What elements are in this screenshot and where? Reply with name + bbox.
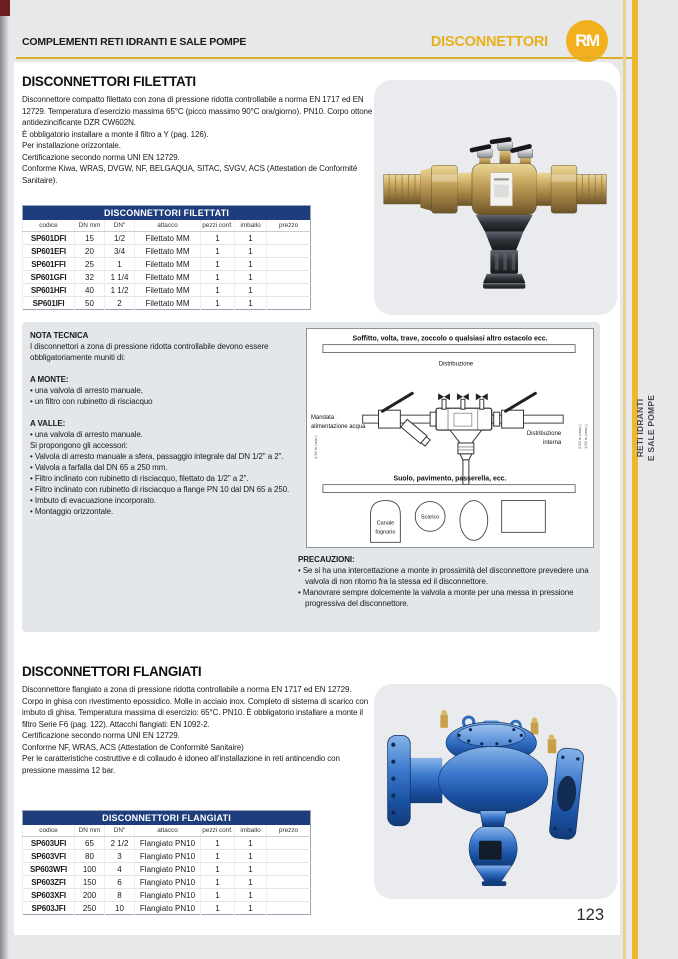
cell-pezzi: 1 [201, 271, 235, 284]
cell-imballo: 1 [235, 863, 267, 876]
nota-tecnica-intro: I disconnettori a zona di pressione ridotta controllabile devono essere obbligatoriamente muniti di: [30, 342, 269, 362]
cell-pezzi: 1 [201, 284, 235, 297]
cell-dn-mm: 80 [75, 850, 105, 863]
cell-dn-mm: 200 [75, 889, 105, 902]
ball-valve-downstream [502, 410, 524, 428]
product-photo-box-flangiati [374, 684, 617, 899]
flange-left [388, 735, 411, 825]
table-row [23, 876, 311, 889]
cell-dn-mm: 50 [75, 297, 105, 310]
precautions-title: PRECAUZIONI: [298, 555, 355, 564]
nota-tecnica-title: NOTA TECNICA [30, 331, 89, 340]
cell-imballo: 1 [235, 850, 267, 863]
cell-imballo: 1 [235, 902, 267, 915]
test-cock-center [489, 137, 512, 165]
cell-codice: SP601FFI [23, 258, 75, 271]
cell-dn-inch: 2 1/2 [105, 837, 135, 850]
column-header-dn-inch: DN" [105, 825, 135, 837]
cell-codice: SP603ZFI [23, 876, 75, 889]
book-spine-shadow [0, 0, 9, 959]
cell-dn-mm: 15 [75, 232, 105, 245]
description-line: Certificazione secondo norma UNI EN 12729. [22, 152, 180, 162]
diagram-ceiling-label: Soffitto, volta, trave, zoccolo o qualsiasi altro ostacolo ecc. [352, 335, 548, 343]
union-nut-right [551, 165, 577, 213]
cell-attacco: Filettato MM [135, 245, 201, 258]
installation-diagram [307, 329, 593, 547]
union-nut-left [432, 165, 458, 213]
cell-imballo: 1 [235, 271, 267, 284]
cell-dn-inch: 6 [105, 876, 135, 889]
side-tab-line-2: E SALE POMPE [646, 394, 656, 462]
cell-dn-inch: 1/2 [105, 232, 135, 245]
cell-dn-inch: 1 1/2 [105, 284, 135, 297]
table-header-row [23, 825, 311, 837]
list-item: • un filtro con rubinetto di risciacquo [30, 397, 153, 406]
inlet-pipe [410, 758, 442, 803]
corner-mark [0, 0, 10, 16]
column-header-dn-inch: DN" [105, 220, 135, 232]
cell-imballo: 1 [235, 284, 267, 297]
column-header-codice: codice [23, 220, 75, 232]
cell-codice: SP601IFI [23, 297, 75, 310]
cell-pezzi: 1 [201, 297, 235, 310]
cell-dn-inch: 4 [105, 863, 135, 876]
cell-pezzi: 1 [201, 902, 235, 915]
cell-prezzo [267, 271, 311, 284]
distribution-label: Distribuzione [438, 361, 474, 368]
cell-codice: SP601GFI [23, 271, 75, 284]
cell-attacco: Filettato MM [135, 297, 201, 310]
technical-note-box [22, 322, 600, 632]
cell-attacco: Flangiato PN10 [135, 902, 201, 915]
column-header-pezzi: pezzi conf. [201, 825, 235, 837]
cell-pezzi: 1 [201, 232, 235, 245]
cell-prezzo [267, 863, 311, 876]
cell-prezzo [267, 232, 311, 245]
floor-bar [323, 485, 575, 493]
supply-label-1: Mandata [310, 415, 335, 422]
cell-dn-mm: 20 [75, 245, 105, 258]
product-photo-threaded-disconnector [380, 86, 610, 298]
cell-prezzo [267, 284, 311, 297]
cell-codice: SP601DFI [23, 232, 75, 245]
side-tab-line-1: RETI IDRANTI [635, 398, 645, 458]
oval-shape [460, 501, 488, 541]
accessori-intro: Si propongono gli accessori: [30, 441, 128, 450]
cell-dn-inch: 2 [105, 297, 135, 310]
cell-imballo: 1 [235, 232, 267, 245]
cell-imballo: 1 [235, 889, 267, 902]
cell-dn-inch: 1 1/4 [105, 271, 135, 284]
cell-attacco: Flangiato PN10 [135, 889, 201, 902]
product-photo-box-filettati [374, 80, 617, 315]
cell-dn-inch: 8 [105, 889, 135, 902]
products-table-flangiati [22, 810, 311, 915]
cell-dn-mm: 65 [75, 837, 105, 850]
cell-dn-mm: 250 [75, 902, 105, 915]
section-title-flangiati: DISCONNETTORI FLANGIATI [22, 664, 202, 679]
internal-label-1: Distribuzione [526, 431, 562, 438]
valve-body [439, 747, 548, 815]
section-title-filettati: DISCONNETTORI FILETTATI [22, 74, 196, 89]
table-row [23, 837, 311, 850]
a-monte-title: A MONTE: [30, 375, 69, 384]
description-line: Certificazione secondo norma UNI EN 12729. [22, 731, 180, 740]
cell-pezzi: 1 [201, 876, 235, 889]
cell-dn-mm: 25 [75, 258, 105, 271]
drain-label: Scarico [420, 514, 440, 521]
header-rule [16, 57, 632, 59]
description-line: Conforme Kiwa, WRAS, DVGW, NF, BELGAQUA, SITAC, SVGV, ACS (Attestation de Conformité Sanitaire). [22, 164, 358, 185]
cell-codice: SP603XFI [23, 889, 75, 902]
table-row [23, 889, 311, 902]
description-line: Conforme NF, WRAS, ACS (Attestation de Conformité Sanitaire) [22, 742, 244, 752]
description-line: Per installazione orizzontale. [22, 141, 121, 150]
column-header-prezzo: prezzo [267, 220, 311, 232]
cell-imballo: 1 [235, 297, 267, 310]
description-filettati [22, 94, 374, 186]
installation-diagram-box [306, 328, 594, 548]
cell-codice: SP603WFI [23, 863, 75, 876]
cell-dn-mm: 40 [75, 284, 105, 297]
cell-pezzi: 1 [201, 863, 235, 876]
brass-fitting [531, 722, 539, 734]
description-line: Disconnettore compatto filettato con zona di pressione ridotta controllabile a norma EN 1717 ed EN 12729. Temperatura d’esercizio massima 65°C (picco massimo 90°C ora/giorno). PN10. Corpo ottone antidezincificante DZR CW602N. [22, 95, 373, 127]
cell-dn-mm: 32 [75, 271, 105, 284]
cell-prezzo [267, 837, 311, 850]
column-header-imballo: imballo [235, 825, 267, 837]
column-header-dn-mm: DN mm [75, 220, 105, 232]
cell-imballo: 1 [235, 837, 267, 850]
list-item: • Montaggio orizzontale. [30, 507, 114, 516]
header-section-title: DISCONNETTORI [430, 34, 548, 50]
description-line: È obbligatorio installare a monte il filtro a Y (pag. 126). [22, 129, 209, 139]
cell-codice: SP603UFI [23, 837, 75, 850]
column-header-dn-mm: DN mm [75, 825, 105, 837]
sewer-label-1: Canale [376, 520, 395, 527]
cell-pezzi: 1 [201, 837, 235, 850]
list-item: • Filtro inclinato con rubinetto di risciacquo a flange PN 10 dal DN 65 a 250. [30, 485, 290, 494]
a-valle-title: A VALLE: [30, 419, 66, 428]
diagram-test-cocks [438, 393, 488, 409]
cell-attacco: Flangiato PN10 [135, 876, 201, 889]
cell-pezzi: 1 [201, 850, 235, 863]
description-line: Disconnettore flangiato a zona di pressione ridotta controllabile a norma EN 1717 ed EN 12729. Corpo in ghisa con rivestimento epossidico. Molle in acciaio inox. Completo di sistema di scarico con imbuto di ghisa. Temperatura massima di esercizio: 65°C. PN10. È obbligatorio installare a monte il filtro Serie F6 (pag. 122). Attacchi flangiati: EN 1092-2. [22, 685, 369, 729]
header-category-title: COMPLEMENTI RETI IDRANTI E SALE POMPE [22, 36, 247, 48]
supply-label-2: alimentazione acqua [310, 424, 366, 431]
page-number: 123 [576, 906, 604, 924]
table-row [23, 297, 311, 310]
list-item: • Imbuto di evacuazione incorporato. [30, 496, 156, 505]
table-row [23, 284, 311, 297]
rm-logo [566, 20, 608, 62]
rect-shape [502, 501, 546, 533]
discharge-funnel [476, 215, 533, 289]
cell-pezzi: 1 [201, 889, 235, 902]
list-item: • una valvola di arresto manuale, [30, 386, 143, 395]
accent-line-thin [623, 0, 626, 959]
list-item: • Valvola di arresto manuale a sfera, passaggio integrale dal DN 1/2" a 2". [30, 452, 284, 461]
table-row [23, 850, 311, 863]
list-item: • Valvola a farfalla dal DN 65 a 250 mm. [30, 463, 168, 472]
products-table-filettati [22, 205, 311, 310]
rm-logo-text: RM [575, 31, 599, 50]
cell-imballo: 1 [235, 245, 267, 258]
cell-prezzo [267, 876, 311, 889]
cell-attacco: Filettato MM [135, 284, 201, 297]
column-header-attacco: attacco [135, 220, 201, 232]
table-row [23, 258, 311, 271]
cell-codice: SP601EFI [23, 245, 75, 258]
cell-dn-inch: 3 [105, 850, 135, 863]
cell-prezzo [267, 850, 311, 863]
ball-valve-upstream [379, 410, 401, 428]
cell-attacco: Flangiato PN10 [135, 850, 201, 863]
cell-attacco: Filettato MM [135, 271, 201, 284]
dimension-left: 0,50 m (min.) [312, 435, 318, 459]
discharge-funnel [469, 811, 517, 886]
dimension-right-2: 1,50 m (max.) [583, 424, 589, 449]
description-line: Per le caratteristiche costruttive e di collaudo è idoneo all’installazione in reti antincendio con pressione massima 12 bar. [22, 754, 340, 775]
cell-pezzi: 1 [201, 258, 235, 271]
column-header-pezzi: pezzi conf. [201, 220, 235, 232]
cell-dn-inch: 1 [105, 258, 135, 271]
internal-label-2: interna [543, 439, 562, 446]
list-item: • una valvola di arresto manuale. [30, 430, 143, 439]
cell-codice: SP603VFI [23, 850, 75, 863]
cell-imballo: 1 [235, 258, 267, 271]
cell-pezzi: 1 [201, 245, 235, 258]
description-flangiati [22, 684, 374, 776]
cell-dn-mm: 100 [75, 863, 105, 876]
cell-codice: SP601HFI [23, 284, 75, 297]
brass-fitting [440, 715, 448, 728]
cell-prezzo [267, 245, 311, 258]
cell-attacco: Filettato MM [135, 258, 201, 271]
column-header-imballo: imballo [235, 220, 267, 232]
cell-dn-inch: 3/4 [105, 245, 135, 258]
column-header-attacco: attacco [135, 825, 201, 837]
cell-attacco: Flangiato PN10 [135, 863, 201, 876]
product-photo-flanged-disconnector [382, 690, 608, 888]
precautions-block [298, 554, 594, 609]
list-item: • Manovrare sempre dolcemente la valvola a monte per una messa in pressione progressiva del disconnettore. [298, 588, 574, 608]
table-row [23, 902, 311, 915]
column-header-codice: codice [23, 825, 75, 837]
table-row [23, 271, 311, 284]
cell-prezzo [267, 297, 311, 310]
cell-imballo: 1 [235, 876, 267, 889]
table-row [23, 232, 311, 245]
sewer-label-2: fognario [375, 529, 396, 536]
table-row [23, 863, 311, 876]
cell-prezzo [267, 258, 311, 271]
cell-attacco: Flangiato PN10 [135, 837, 201, 850]
side-tab-category [635, 372, 665, 484]
technical-note-column [30, 330, 296, 517]
cell-prezzo [267, 902, 311, 915]
cell-codice: SP603JFI [23, 902, 75, 915]
table-title: DISCONNETTORI FLANGIATI [23, 811, 311, 825]
floor-label: Suolo, pavimento, passerella, ecc. [393, 475, 507, 483]
column-header-prezzo: prezzo [267, 825, 311, 837]
cell-dn-mm: 150 [75, 876, 105, 889]
cell-prezzo [267, 889, 311, 902]
table-title: DISCONNETTORI FILETTATI [23, 206, 311, 220]
ceiling-bar [323, 345, 575, 353]
brass-fitting [548, 739, 556, 753]
table-row [23, 245, 311, 258]
cell-dn-inch: 10 [105, 902, 135, 915]
list-item: • Se si ha una intercettazione a monte in prossimità del disconnettore prevedere una valvola di non ritorno fra la stessa ed il disconnettore. [298, 566, 589, 586]
list-item: • Filtro inclinato con rubinetto di risciacquo, filettato da 1/2" a 2". [30, 474, 249, 483]
cell-attacco: Filettato MM [135, 232, 201, 245]
table-header-row [23, 220, 311, 232]
flange-right [549, 747, 585, 840]
dimension-right-1: 0,50 m (max.) [577, 424, 583, 449]
